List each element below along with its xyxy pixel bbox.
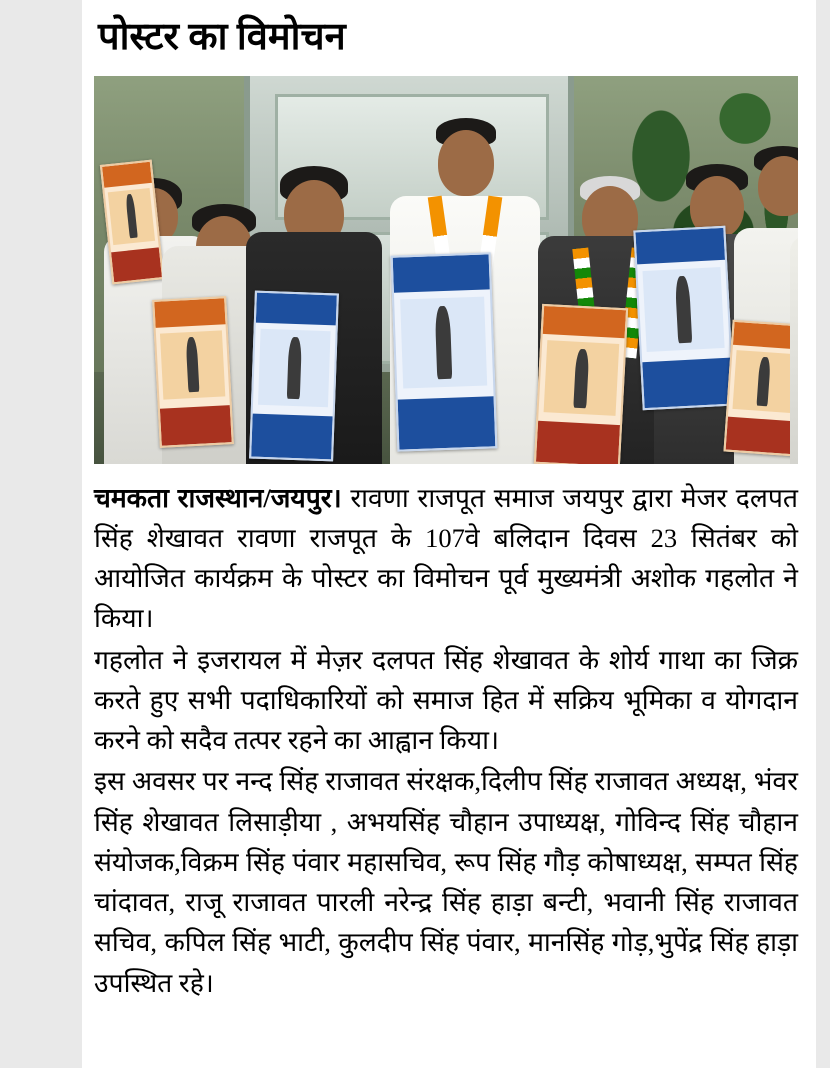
page-left-gutter (0, 0, 82, 1068)
head-shape (438, 130, 494, 196)
article-paragraph-3: इस अवसर पर नन्द सिंह राजावत संरक्षक,दिलीप सिंह राजावत अध्यक्ष, भंवर सिंह शेखावत लिसाड़ीया , अभयसिंह चौहान उपाध्यक्ष, गोविन्द सिंह चौहान संयोजक,विक्रम सिंह पंवार महासचिव, रूप सिंह गौड़ कोषाध्यक्ष, सम्पत सिंह चांदावत, राजू राजावत पारली नरेन्द्र सिंह हाड़ा बन्टी, भवानी सिंह राजावत सचिव, कपिल सिंह भाटी, कुलदीप सिंह पंवार, मानसिंह गोड़,भुपेंद्र सिंह हाड़ा उपस्थित रहे। (94, 766, 798, 998)
event-poster (633, 225, 734, 410)
event-poster (391, 252, 498, 451)
body-shape (790, 236, 798, 464)
event-poster (152, 296, 234, 448)
article-body (94, 478, 798, 1003)
event-poster (249, 290, 339, 461)
article-paragraph-2: गहलोत ने इजरायल में मेज़र दलपत सिंह शेखावत के शोर्य गाथा का जिक्र करते हुए सभी पदाधिकारियों को समाज हित में सक्रिय भूमिका व योगदान करने को सदैव तत्पर रहने का आह्वान किया। (94, 644, 798, 756)
event-poster (534, 303, 628, 463)
person-figure (794, 134, 798, 464)
page-title: पोस्टर का विमोचन (98, 16, 346, 58)
article-column (82, 0, 816, 1068)
dateline: चमकता राजस्थान/जयपुर। (94, 482, 342, 513)
event-poster (723, 319, 798, 456)
poster-release-photograph (94, 76, 798, 464)
article-paragraph-1-text: रावणा राजपूत समाज जयपुर द्वारा मेजर दलपत सिंह शेखावत रावणा राजपूत के 107वे बलिदान दिवस 23 सितंबर को आयोजित कार्यक्रम के पोस्टर का विमोचन पूर्व मुख्यमंत्री अशोक गहलोत ने किया। (94, 482, 798, 634)
article-paragraph-1 (94, 478, 798, 639)
page-right-gutter (816, 0, 830, 1068)
